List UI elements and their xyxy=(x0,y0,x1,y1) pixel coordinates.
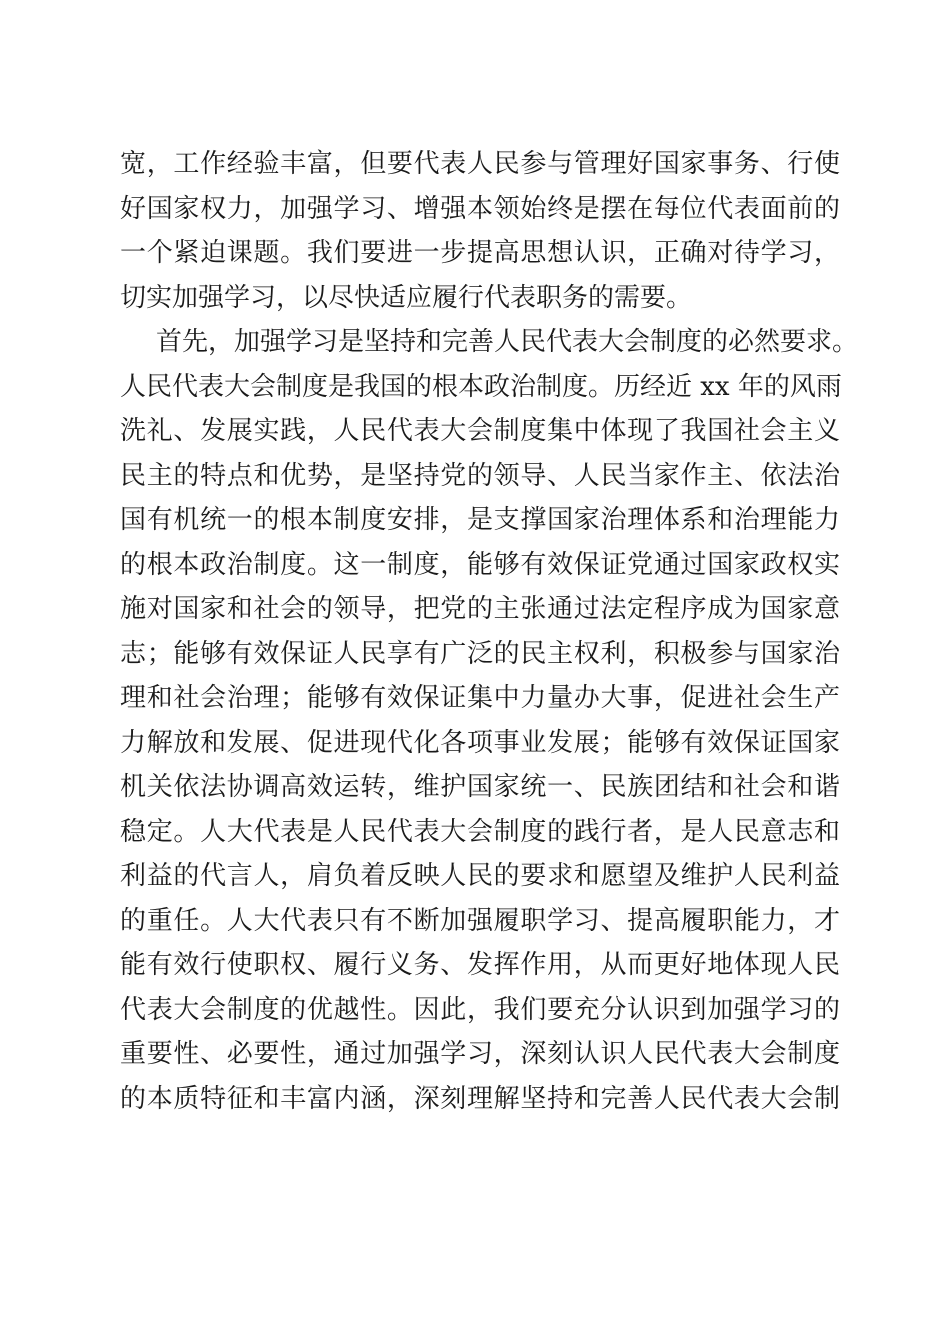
text-line: 力解放和发展、促进现代化各项事业发展；能够有效保证国家 xyxy=(120,727,840,758)
text-line: 一个紧迫课题。我们要进一步提高思想认识，正确对待学习， xyxy=(120,238,840,268)
text-line: 重要性、必要性，通过加强学习，深刻认识人民代表大会制度 xyxy=(120,1039,840,1069)
text-line: 代表大会制度的优越性。因此，我们要充分认识到加强学习的 xyxy=(120,994,840,1025)
text-line: 稳定。人大代表是人民代表大会制度的践行者，是人民意志和 xyxy=(120,816,840,847)
text-line: 的重任。人大代表只有不断加强履职学习、提高履职能力，才 xyxy=(120,905,840,936)
text-line: 好国家权力，加强学习、增强本领始终是摆在每位代表面前的 xyxy=(120,193,840,224)
text-line: 利益的代言人，肩负着反映人民的要求和愿望及维护人民利益 xyxy=(120,861,840,891)
text-line: 的本质特征和丰富内涵，深刻理解坚持和完善人民代表大会制 xyxy=(120,1083,840,1114)
text-line: 机关依法协调高效运转，维护国家统一、民族团结和社会和谐 xyxy=(120,772,840,802)
text-line: 志；能够有效保证人民享有广泛的民主权利，积极参与国家治 xyxy=(120,638,840,669)
text-line: 切实加强学习，以尽快适应履行代表职务的需要。 xyxy=(120,282,693,313)
text-line: 施对国家和社会的领导，把党的主张通过法定程序成为国家意 xyxy=(120,594,840,624)
text-line: 宽，工作经验丰富，但要代表人民参与管理好国家事务、行使 xyxy=(120,149,840,179)
text-line: 国有机统一的根本制度安排，是支撑国家治理体系和治理能力 xyxy=(120,505,840,535)
body-text xyxy=(120,142,859,1121)
text-line: 理和社会治理；能够有效保证集中力量办大事，促进社会生产 xyxy=(120,683,840,713)
text-line: 能有效行使职权、履行义务、发挥作用，从而更好地体现人民 xyxy=(120,950,840,980)
text-line: 人民代表大会制度是我国的根本政治制度。历经近 xx 年的风雨 xyxy=(120,371,842,402)
text-line: 的根本政治制度。这一制度，能够有效保证党通过国家政权实 xyxy=(120,549,840,580)
text-line: 洗礼、发展实践，人民代表大会制度集中体现了我国社会主义 xyxy=(120,416,840,446)
text-line: 民主的特点和优势，是坚持党的领导、人民当家作主、依法治 xyxy=(120,460,840,491)
paragraph-first-line: 首先，加强学习是坚持和完善人民代表大会制度的必然要求。 xyxy=(156,327,859,357)
